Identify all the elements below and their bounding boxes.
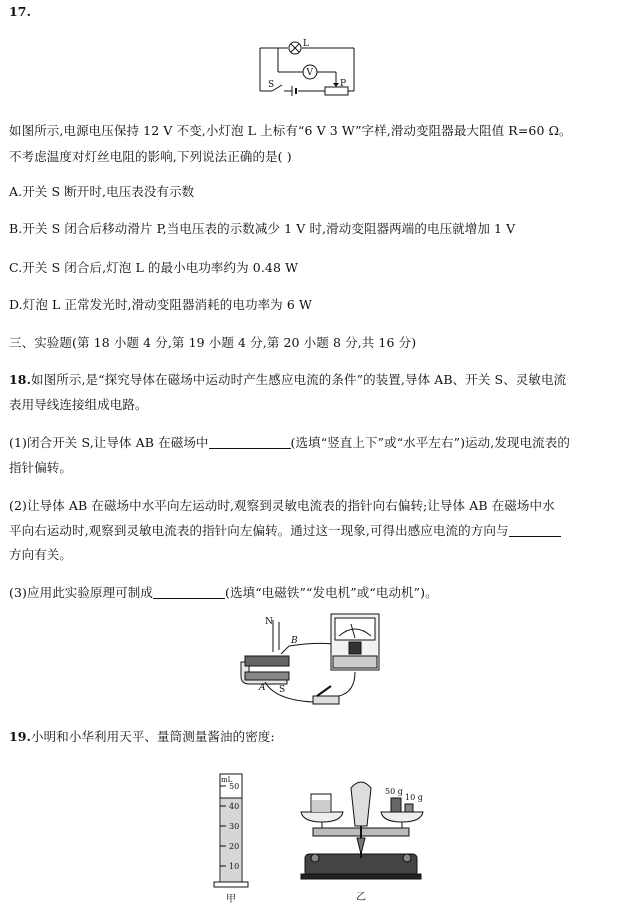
cylinder-tick-20: 20 — [229, 842, 240, 851]
q18-part2-line2 — [9, 521, 561, 539]
conductor-b-label: B — [291, 636, 298, 646]
cylinder-tick-30: 30 — [229, 822, 240, 831]
q19-stem-text: 小明和小华利用天平、量筒测量酱油的密度: — [31, 729, 275, 744]
conductor-a-label: A — [259, 683, 266, 693]
cylinder-tick-50: 50 — [229, 782, 240, 791]
q17-stem-line2: 不考虑温度对灯丝电阻的影响,下列说法正确的是( ) — [9, 149, 292, 164]
weight-50g-label: 50 g — [385, 787, 403, 796]
q18-part3 — [9, 583, 438, 601]
q18-part1-line2: 指针偏转。 — [9, 460, 73, 475]
q18-blank-2[interactable] — [509, 524, 561, 537]
lamp-label: L — [303, 39, 309, 49]
q18-part2-line3: 方向有关。 — [9, 547, 73, 562]
q18-part3-suffix: (选填“电磁铁”“发电机”或“电动机”)。 — [225, 585, 438, 600]
q18-part2-text: 平向右运动时,观察到灵敏电流表的指针向左偏转。通过这一现象,可得出感应电流的方向与 — [9, 523, 509, 538]
slider-arrow — [333, 83, 339, 87]
q18-number: 18. — [9, 372, 32, 387]
q17-option-c: C.开关 S 闭合后,灯泡 L 的最小电功率约为 0.48 W — [9, 260, 299, 275]
weight-10g-label: 10 g — [405, 793, 423, 802]
q18-stem-line1 — [9, 370, 566, 388]
q18-stem-text: 如图所示,是“探究导体在磁场中运动时产生感应电流的条件”的装置,导体 AB、开关 S、灵敏电流 — [31, 372, 567, 387]
q17-option-a: A.开关 S 断开时,电压表没有示数 — [9, 184, 195, 199]
q17-option-d: D.灯泡 L 正常发光时,滑动变阻器消耗的电功率为 6 W — [9, 297, 312, 312]
q18-blank-1[interactable] — [209, 436, 291, 449]
cylinder-tick-10: 10 — [229, 862, 240, 871]
q17-circuit-diagram — [250, 36, 360, 98]
q18-part1-line1 — [9, 433, 570, 451]
q18-induction-apparatus — [235, 612, 395, 712]
q17-option-b: B.开关 S 闭合后移动滑片 P,当电压表的示数减少 1 V 时,滑动变阻器两端的电压就增加 1 V — [9, 221, 516, 236]
balance-figure — [293, 768, 431, 906]
q18-part2-line1: (2)让导体 AB 在磁场中水平向左运动时,观察到灵敏电流表的指针向右偏转;让导体 AB 在磁场中水 — [9, 498, 555, 513]
measuring-cylinder-figure — [208, 768, 256, 906]
section-heading: 三、实验题(第 18 小题 4 分,第 19 小题 4 分,第 20 小题 8 分,共 16 分) — [9, 335, 417, 350]
q18-part1-suffix: (选填“竖直上下”或“水平左右”)运动,发现电流表的 — [290, 435, 570, 450]
switch-label: S — [268, 80, 275, 90]
cylinder-tick-40: 40 — [229, 802, 240, 811]
pole-n-label: N — [265, 617, 273, 627]
q18-part3-prefix: (3)应用此实验原理可制成 — [9, 585, 154, 600]
q18-stem-line2: 表用导线连接组成电路。 — [9, 397, 148, 412]
caption-jia: 甲 — [226, 894, 236, 905]
q18-part1-prefix: (1)闭合开关 S,让导体 AB 在磁场中 — [9, 435, 209, 450]
q19-number: 19. — [9, 729, 32, 744]
cylinder-unit: mL — [221, 776, 233, 784]
q17-stem-line1: 如图所示,电源电压保持 12 V 不变,小灯泡 L 上标有“6 V 3 W”字样,滑动变阻器最大阻值 R=60 Ω。 — [9, 123, 572, 138]
q18-blank-3[interactable] — [153, 586, 225, 599]
q17-number: 17. — [9, 4, 32, 19]
caption-yi: 乙 — [356, 892, 366, 903]
lamp-symbol — [289, 42, 301, 54]
slider-label: P — [340, 79, 347, 89]
q19-stem — [9, 727, 275, 745]
voltmeter-label: V — [306, 68, 313, 78]
pole-s-label: S — [279, 685, 286, 695]
